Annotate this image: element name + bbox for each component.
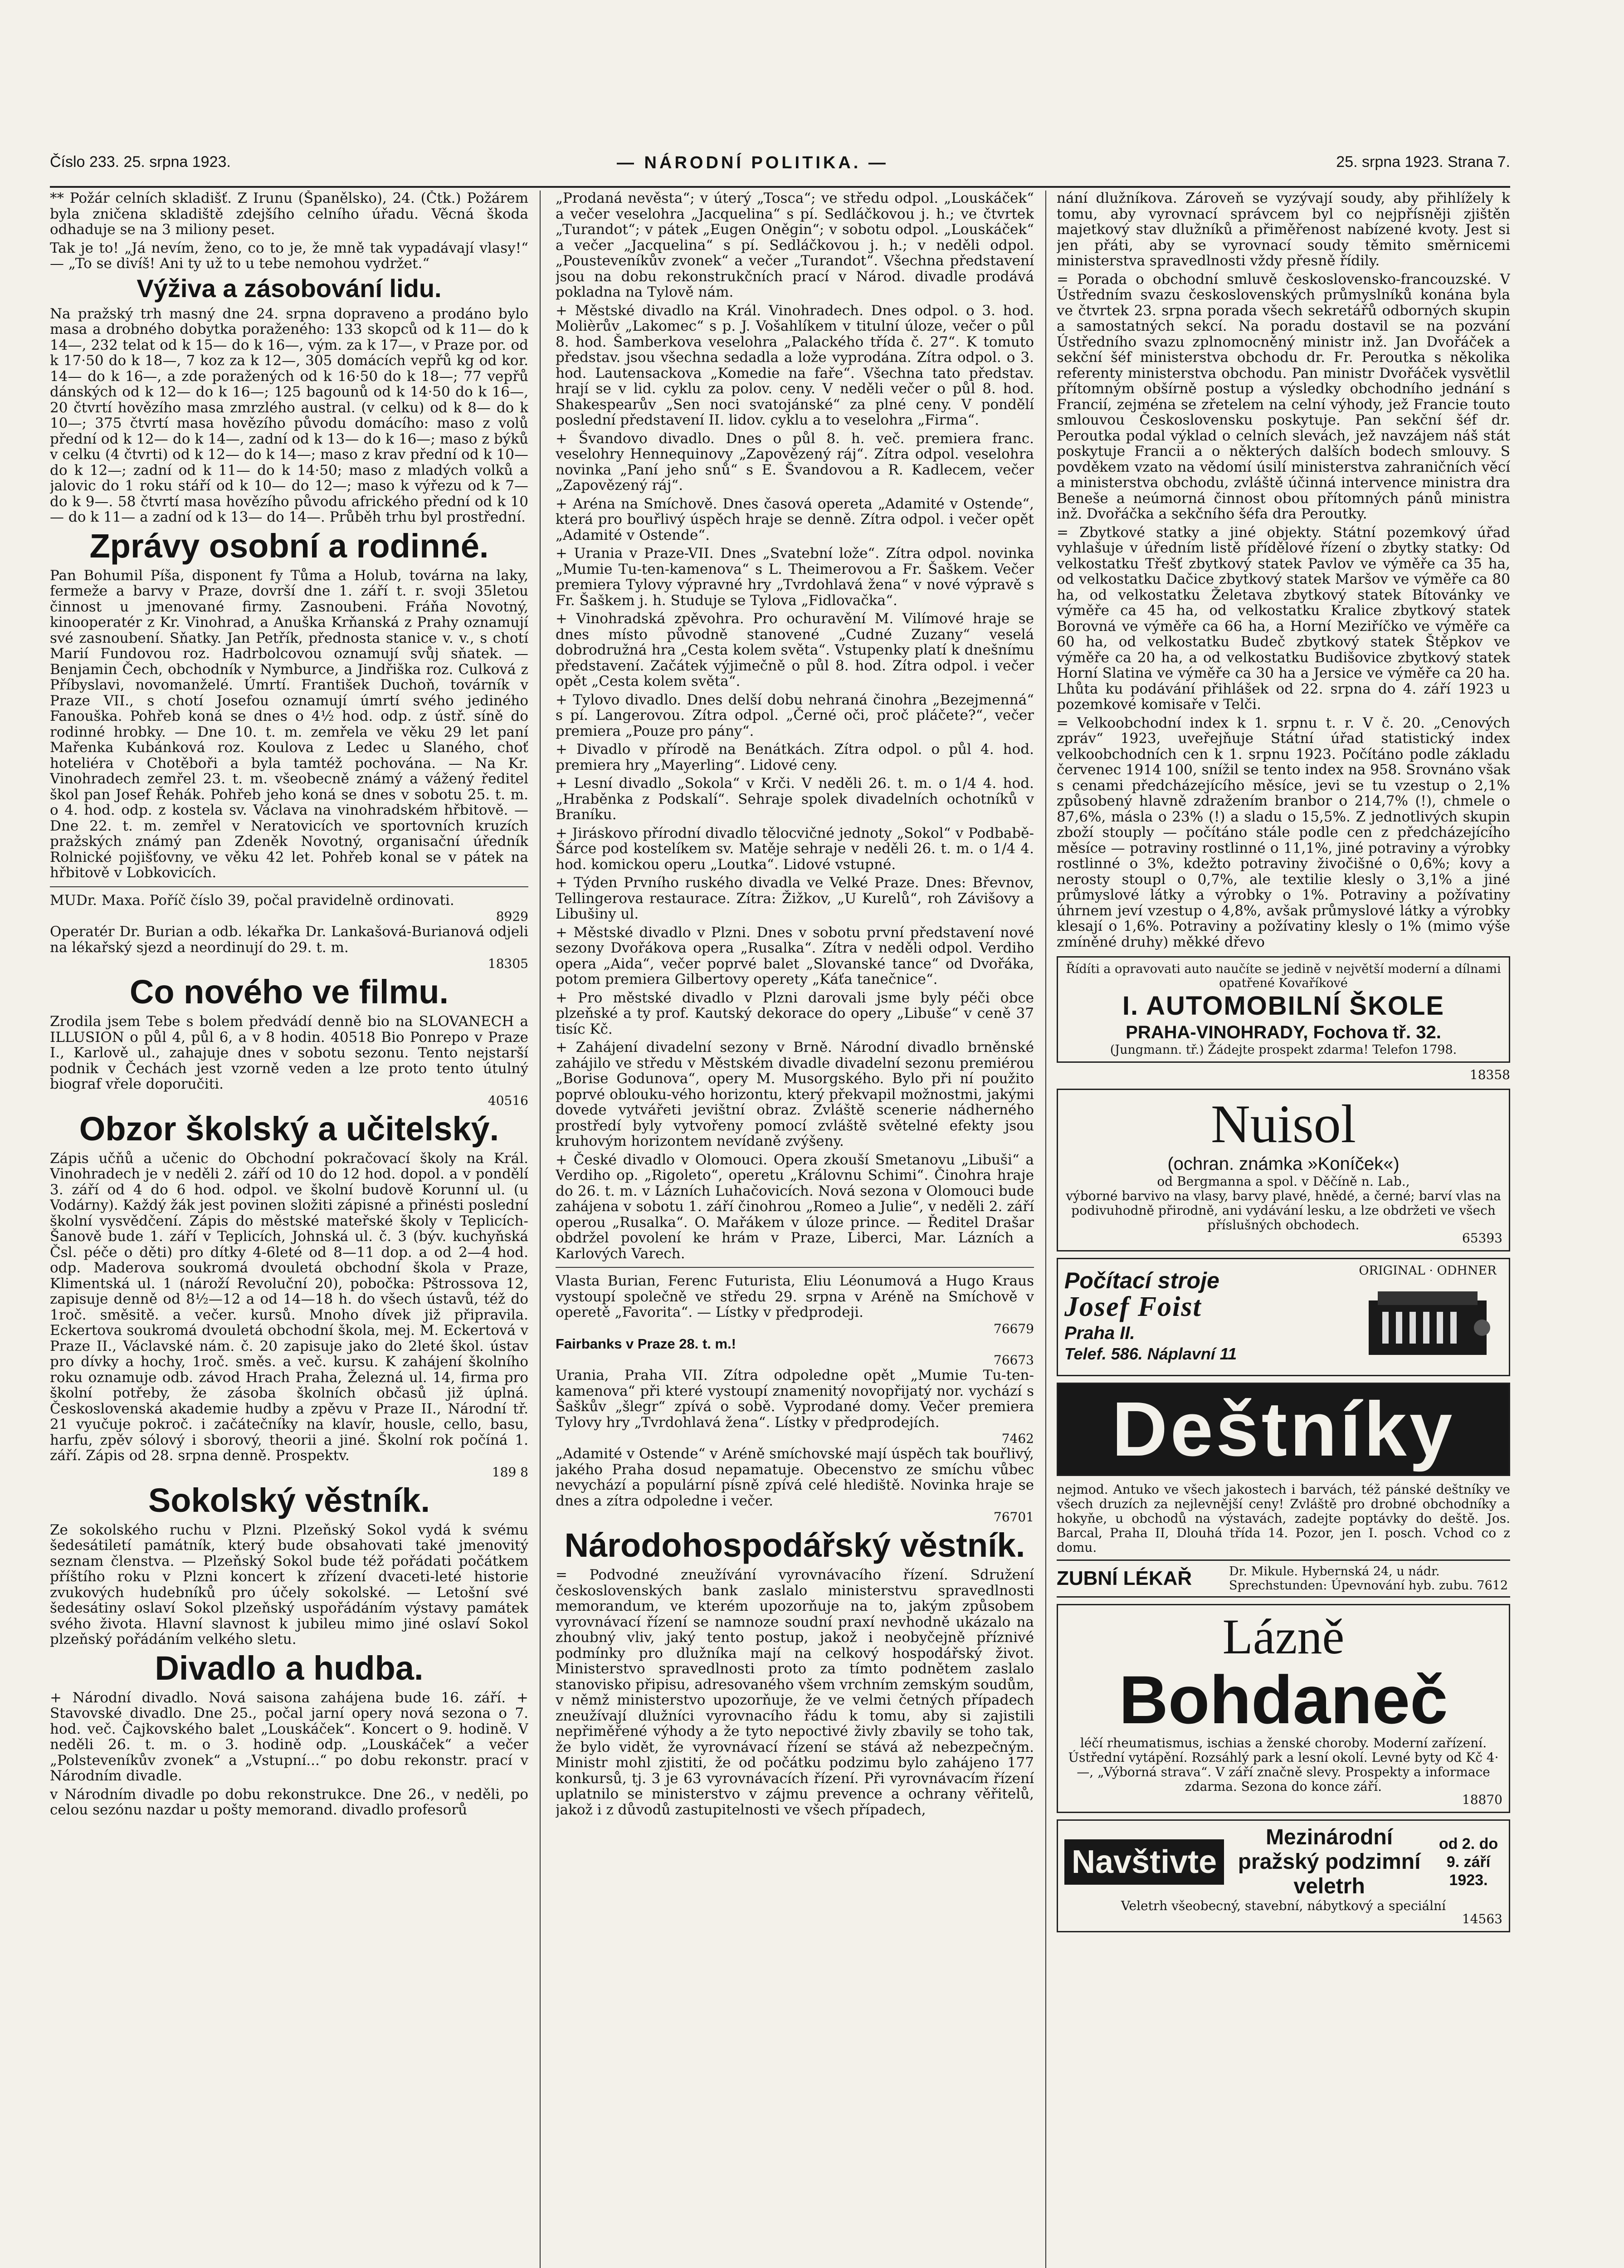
column-rule (1045, 191, 1046, 2268)
ad-number: 18870 (1462, 1792, 1502, 1807)
section-heading-theatre: Divadlo a hudba. (155, 1649, 424, 1687)
ad-veletrh-navstivte: Navštivte (1064, 1839, 1224, 1885)
article-economy: = Podvodné zneužívání vyrovnávacího řízení. Sdružení československých bank zaslalo ministerstvu spravedlnosti memorandum, ve kterém upozorňuje na to, jakým způsobem vyrovnávací řízení se namnoze soudní praxí nevhodně ukázalo na zhoubný vliv, jaký tento postup, jakož i neobyčejně příznivé podmínky pro dlužníka mají na celkový hospodářský život. Ministerstvo spravedlnosti proto za tímto podnětem zaslalo stanovisko připisu, adresovaného všem vrchním zemským soudům, v němž ministerstvo upozorňuje, že ve velmi četných případech zneužívají dlužníci vyrovnacího řádu k tomu, aby si zajistili nepřiměřené výhody a že tyto nepoctivé živly zbavily se toho tak, že bylo vidět, že vyrovnávací řízení se stává až nebezpečným. Ministr mohl zjistiti, že od počátku podzimu bylo zahájeno 177 konkursů, tj. 3 je 63 vyrovnávacích řízení. Při vyrovnávacím řízení uplatnilo se ministerstvo v zájmu prevence a ochrany věřitelů, jakož i z důvodů zastupitelnosti ve všech případech, (556, 1567, 1034, 1818)
notice-number: 18305 (488, 956, 528, 971)
section-heading-personal: Zprávy osobní a rodinné. (89, 527, 489, 565)
article-jirasek: + Jiráskovo přírodní divadlo tělocvičné jednoty „Sokol“ v Podbabě-Šárce pod kostelíkem sv. Matěje sehraje v neděli 26. t. m. o 1/4 4. hod. komickou operu „Loutka“. Lidové vstupné. (556, 825, 1034, 873)
ad-dentist-text: Dr. Mikule. Hybernská 24, u nádr. Sprechstunden: Úpevnování hyb. zubu. 7612 (1229, 1564, 1508, 1593)
ad-veletrh-date: od 2. do 9. září 1923. (1439, 1835, 1498, 1889)
article-brno: + Zahájení divadelní sezony v Brně. Národní divadlo brněnské zahájilo ve středu v Městském divadle divadelní sezonu premiérou „Borise Godunova“, opery M. Musorgského. Bylo při ní použito poprvé oblouku-vého horizontu, který překvapil možnostmi, jakými dovede vytvářeti jevištní obraz. Zvláště scenerie nádherného prostředí byly vytvořeny pomocí zvláště světelné efekty jsou kruhovým horizontem nevídaně zvýšeny. (556, 1039, 1034, 1149)
article-theatre-tail: v Národním divadle po dobu rekonstrukce. Dne 26., v neděli, po celou sezónu nazdar u pošty memorand. divadlo profesorů (50, 1786, 528, 1818)
ad-auto-name: I. AUTOMOBILNÍ ŠKOLE (1122, 991, 1445, 1021)
notice-number: 76679 (993, 1321, 1034, 1336)
article-svandovo: + Švandovo divadlo. Dnes o půl 8. h. več. premiera franc. veselohry Hennequinovy „Zapovězený ráj“. Zítra odpol. veselohra novinka „Paní jeho snů“ s E. Švandovou a R. Kadlecem, večer „Zapovězený ráj“. (556, 430, 1034, 494)
ad-auto-foot: (Jungmann. tř.) Žádejte prospekt zdarma! Telefon 1798. (1110, 1043, 1457, 1057)
ad-number: 65393 (1462, 1231, 1502, 1246)
article-smichov: + Aréna na Smíchově. Dnes časová opereta „Adamité v Ostende“, která pro bouřlivý úspěch hraje se denně. Zítra odpol. i večer opět „Adamité v Ostende“. (556, 495, 1034, 543)
article-economy-cont: nání dlužníkova. Zároveň se vyzývají soudy, aby přihlížely k tomu, aby vyrovnací správcem byl co nejpřísněji zjištěn majetkový stav dlužníků a přiměřenost nabízené kvoty. Jest si jen přáti, aby se vyrovnací soudy těmito směrnicemi ministerstva spravedlnosti vždy přesně řídily. (1057, 191, 1510, 269)
ad-nuisol-desc: výborné barvivo na vlasy, barvy plavé, hnědé, a černé; barví vlas na podivuhodně přirodně, ani vydávání lesku, a lze obdržeti ve všech příslušných obchodech. (1066, 1188, 1501, 1232)
header-masthead: — NÁRODNÍ POLITIKA. — (617, 153, 888, 172)
ad-bohdanec-name: Bohdaneč (1119, 1662, 1448, 1738)
article-vinohradska-zpevohra: + Vinohradská zpěvohra. Pro ochuravění M. Vilímové hraje se dnes místo původně stanovené „Cudné Zuzany“ veselá dobrodružná hra „Cesta kolem světa“. Vstupenky platí k dnešnímu představení. Začátek výjimečně o půl 8. hod. Zítra odpol. i večer opět „Cesta kolem světa“. (556, 611, 1034, 689)
ad-nuisol-mark: (ochran. známka »Koníček«) (1167, 1154, 1400, 1174)
article-market: Na pražský trh masný dne 24. srpna dopraveno a prodáno bylo masa a drobného dobytka poraženého: 133 skopců od k 11— do k 14—, 232 telat od k 15— do k 16—, vým. za k 17—, v Praze por. od k 17·50 do k 18—, 7 koz za k 12—, 305 domácích vepřů kg od kor. 14— do k 16—, a zde poražených od k 16·50 do k 18—; 77 vepřů dánských od k 12— do k 16—; 125 bagounů od k 14·50 do k 16—, 20 čtvrtí hovězího masa zmrzlého austral. (v celku) od k 8— do k 10—; 375 čtvrtí masa hovězího původu domácího: maso z volů přední od k 12— do k 14—, zadní od k 13— do k 16—; maso z býků v celku (4 čtvrti) od k 12— do k 14—; maso z krav přední od k 10— do k 12—; zadní od k 11— do k 14·50; maso z mladých volků a jalovic do 1 roku stáří od k 10— do 12—; maso k výřezu od k 7— do k 9—. 58 čtvrtí masa hovězího původu afrického přední od k 10— do k 11— a zadní od k 13— do 14—. Průběh trhu byl prostřední. (50, 305, 528, 525)
header-page: 25. srpna 1923. Strana 7. (1336, 153, 1510, 171)
article-film: Zrodila jsem Tebe s bolem předvádí denně bio na SLOVANECH a ILLUSION o půl 4, půl 6, a v 8 hodin. 40518 Bio Ponrepo v Praze I., Karlově ul., zahajuje dnes v sobotu sezonu. Tento nejstarší podnik v Čechách jest vzorně veden a lze proto tento útulný biograf vřele doporučiti. (50, 1013, 528, 1092)
article-sokol: Ze sokolského ruchu v Plzni. Plzeňský Sokol vydá k svému šedesátiletí památník, který bude obsahovati také jmenovitý seznam členstva. — Plzeňský Sokol bude též pořádati počátkem příštího roku v Plzni koncert k zřízení dvaceti-leté historie zvukových hudebníků pro účely sokolské. — Letošní své šedesátiny oslaví Sokol plzeňský uspořádáním výstavy památek svého života. Hlavní slavnost k jubileu mimo jiné oslaví Sokol plzeňský pořádáním velkého sletu. (50, 1521, 528, 1647)
notice-burian-arena: Vlasta Burian, Ferenc Futurista, Eliu Léonumová a Hugo Kraus vystoupí společně ve středu 29. srpna v Aréně na Smíchově v operetě „Favorita“. — Lístky v předprodeji. (556, 1273, 1034, 1320)
notice-adamite: „Adamité v Ostende“ v Aréně smíchovské mají úspěch tak bouřlivý, jakého Praha dosud nepamatuje. Obecenstvo ze smíchu vůbec nevychází a populární písně zpívá celé hlediště. Novinka hraje se dnes a zítra odpoledne i večer. (556, 1446, 1034, 1509)
column-rule (540, 191, 541, 2268)
ad-odhner-brand: ORIGINAL · ODHNER (1359, 1264, 1497, 1278)
section-heading-school: Obzor školský a učitelský. (79, 1110, 499, 1148)
article-theatre: + Národní divadlo. Nová saisona zahájena bude 16. září. + Stavovské divadlo. Dne 25., počal jarní opery nová sezona o 7. hod. več. Čajkovského balet „Louskáček“. Koncert o 9. hodině. V neděli 26. t. m. o 3. hodině odp. „Louskáček“ a večer „Polsteveníkův zvonek“ a „Vstupní...“ po dobu rekonstr. prací v Národním divadle. (50, 1689, 528, 1784)
article-fire: ** Požár celních skladišť. Z Irunu (Španělsko), 24. (Čtk.) Požárem byla zničena skladiště zdejšího celního úřadu. Věcná škoda odhaduje se na 3 miliony peset. (50, 191, 528, 238)
section-heading-sokol: Sokolský věstník. (148, 1481, 430, 1519)
ad-destniky-title: Deštníky (1112, 1386, 1455, 1472)
section-heading-film: Co nového ve filmu. (129, 973, 449, 1011)
notice-maxa: MUDr. Maxa. Poříč číslo 39, počal pravidelně ordinovati. (50, 892, 454, 909)
article-pmd: + Pro městské divadlo v Plzni darovali jsme byly péči obce plzeňské a ty prof. Kautský dekorace do opery „Libuše“ v ceně 37 tisíc Kč. (556, 989, 1034, 1037)
ad-destniky (1057, 1383, 1510, 1476)
article-index: = Velkoobchodní index k 1. srpnu t. r. V č. 20. „Cenových zpráv“ 1923, uveřejňuje Státní úřad statistický index velkoobchodních cen k 1. srpnu 1923. Počítáno podle základu červenec 1914 100, snížil se tento index na 958. Srovnáno však s cenami předcházejícího měsíce, jevi se tu vzestup o 2,1% způsobený hlavně zdražením branbor o 214,7% (!), chmele o 87,6%, másla o 23% (!) a sladu o 15,5%. Z jednotlivých skupin zboží stouply — počítáno stále podle cen z předcházejícího měsíce — potraviny rostlinné o 11,1%, jiné potraviny a výrobky rostlinné o 3%, kdežto potraviny živočišné o 0,6%; kovy a nerosty stoupl o 0,7%, ale textilie klesly o 3,1% a jiné průmyslové látky a výrobky o 1%. Potraviny a požívatiny úhrnem jeví vzestup o 4,8%, avšak průmyslové látky a výrobky klesají o 1,6%. Potraviny a požívatiny klesly o 1% (mimo výše zmíněné druhy) měkké dřevo (1057, 714, 1510, 950)
divider (50, 886, 528, 887)
ad-veletrh (1057, 1819, 1510, 1932)
divider (556, 1267, 1034, 1268)
notice-urania: Urania, Praha VII. Zítra odpoledne opět „Mumie Tu-ten-kamenova“ při které vystoupí znamenitý novopřijatý nor. vychází s Šaškův „šlegr“ zpívá o sobě. Vyprodané domy. Večer premiera Tylovy hry „Tvrdohlavá žena“. Lístky v předprodejích. (556, 1367, 1034, 1431)
ad-auto-school (1057, 956, 1510, 1063)
section-heading-food: Výživa a zásobování lidu. (137, 274, 442, 303)
article-personal: Pan Bohumil Píša, disponent fy Tůma a Holub, továrna na laky, fermeže a barvy v Praze, dovrší dne 1. září t. r. svoji 35letou činnost u jmenované firmy. Zasnoubeni. Fráňa Novotný, kinooperatér z Kr. Vinohrad, a Anuška Krňanská z Prahy oznamují své zasnoubení. Sňatky. Jan Petřík, přednosta stanice v. v., s chotí Marií Fundovou roz. Hadrbolcovou oznamují svůj sňatek. — Benjamin Čech, obchodník v Nymburce, a Jindřiška roz. Culková z Příbyslavi, novomanželé. Úmrtí. František Duchoň, továrník v Praze VII., s chotí Josefou oznamují úmrtí svého jediného Fanouška. Pohřeb koná se dnes o 4½ hod. odp. z ústř. síně do rodinné hrobky. — Dne 10. t. m. zemřela ve věku 29 let paní Mařenka Kubánková roz. Koulova z Ledec u Slaného, choť hoteliéra v Chotěboři a byla tamtéž pochována. — Na Kr. Vinohradech zemřel 23. t. m. všeobecně známý a vážený ředitel škol pan Josef Řehák. Pohřeb jeho koná se dnes v sobotu 25. t. m. o 4. hod. odp. z kostela sv. Václava na vinohradském hřbitově. — Dne 22. t. m. zemřel v Neratovicích ve sportovních kruzích pražských známý pan Zdeněk Novotný, organisační úředník Rolnické pojišťovny, ve věku 42 let. Pohřeb konal se v pátek na hřbitově v Lobkovicích. (50, 567, 528, 881)
notice-burian: Operatér Dr. Burian a odb. lékařka Dr. Lankašová-Burianová odjeli na lékařský sjezd a neordinují do 29. t. m. (50, 924, 528, 956)
article-tylovo: + Tylovo divadlo. Dnes delší dobu nehraná činohra „Bezejmenná“ s pí. Langerovou. Zítra odpol. „Černé oči, proč pláčete?“, večer premiera „Pouze pro pány“. (556, 691, 1034, 739)
ad-foist-name: Josef Foist (1064, 1291, 1202, 1322)
ad-dentist-label: ZUBNÍ LÉKAŘ (1057, 1567, 1192, 1589)
notice-number: 8929 (496, 909, 528, 924)
ad-auto-top: Řídíti a opravovati auto naučíte se jedině v největší moderní a dílnami opatřené Kovaříkové (1066, 962, 1501, 990)
ad-foist-phone: Telef. 586. Náplavní 11 (1064, 1344, 1237, 1363)
header-issue: Číslo 233. 25. srpna 1923. (50, 153, 231, 171)
ad-number: 14563 (1462, 1911, 1502, 1926)
ad-foist (1057, 1258, 1510, 1376)
ad-nuisol-by: od Bergmanna a spol. v Děčíně n. Lab., (1157, 1174, 1410, 1189)
ad-bohdanec (1057, 1604, 1510, 1813)
ad-foist-city: Praha II. (1064, 1323, 1135, 1343)
ad-nuisol (1057, 1089, 1510, 1251)
article-urania: + Urania v Praze-VII. Dnes „Svatební lože“. Zítra odpol. novinka „Mumie Tu-ten-kamenova“ s L. Theimerovou a Fr. Šaškem. Večer premiera Tylovy výpravné hry „Tvrdohlavá žena“ v nové výpravě s Fr. Šaškem j. h. Studuje se Tylova „Fidlovačka“. (556, 545, 1034, 609)
ad-auto-addr: PRAHA-VINOHRADY, Fochova tř. 32. (1126, 1022, 1441, 1042)
column-2 (556, 191, 1034, 2268)
article-school: Zápis učňů a učenic do Obchodní pokračovací školy na Král. Vinohradech je v neděli 2. září od 10 do 12 hod. dopol. a v pondělí 3. září od 4 do 6 hod. odpol. ve školní budově Korunní ul. (u Vodárny). Každý žák jest povinen složiti zápisné a přinésti poslední školní vysvědčení. Zápis do městské mateřské školy v Teplicích-Šanově bude 1. září v Teplicích, Johnská ul. č. 3 (býv. kuchyňská Čsl. péče o děti) pro dítky 4-6leté od 8—11 dop. a od 2—4 hod. odp. Maderova soukromá dvouletá obchodní škola v Praze, Klimentská ul. 1 (nároží Revoluční 20), pobočka: Pštrossova 12, zapisuje denně od 8½—12 a od 14—18 h. do všech ústavů, též do 1roč. směsitě. a večer. kursů. Mnoho dívek již připravila. Eckertova soukromá dvouletá obchodní škola, mej. M. Eckertová v Praze II., Václavské nám. č. 20 zapisuje jako do 2leté škol. ústav pro dívky a hochy, 1roč. směs. a več. kursu. K zahájení školního roku oznamuje odb. závod Hrach Praha, Železná ul. 14, firma pro školní potřeby, že zásoba školních občasů již úplná. Československá akademie hudby a zpěvu v Praze II., Národní tř. 21 vyučuje pokroč. i začátečníky na klavír, housle, cello, basu, harfu, zpěv sólový i sborový, theorii a jiné. Školní rok počíná 1. září. Zápis od 28. srpna denně. Prospektv. (50, 1150, 528, 1464)
ad-number: 18358 (1469, 1067, 1510, 1082)
column-1 (50, 191, 528, 2268)
ad-destniky-text: nejmod. Antuko ve všech jakostech i barvách, též pánské deštníky ve všech druzích za nejlevnější ceny! Zvláště pro drobné obchodníky a hokyňe, u obchodů na výstavách, zadejte poptávky do deště. Jos. Barcal, Praha II, Dlouhá třída 14. Pozor, jen I. posch. Vchod co z domu. (1057, 1482, 1510, 1555)
ad-foist-title: Počítací stroje (1064, 1267, 1219, 1293)
notice-number: 40516 (488, 1093, 528, 1108)
article-benatky: + Divadlo v přírodě na Benátkách. Zítra odpol. o půl 4. hod. premiera hry „Mayerling“. Lidové ceny. (556, 741, 1034, 773)
ad-bohdanec-lazne: Lázně (1222, 1609, 1345, 1664)
article-porada: = Porada o obchodní smluvě československo-francouzské. V Ústředním svazu československých průmyslníků konána byla ve čtvrtek 23. srpna porada všech sekretářů odborných skupin a samostatných sekcí. Na poradu dostavil se na pozvání Ústředního svazu zplnomocněný ministr inž. Jan Dvořáček a sekční šéf ministerstva obchodu dr. Fr. Peroutka s několika referenty ministerstva obchodu. Pan ministr Dvořáček vysvětlil přítomným obšírně postup a výsledky obchodního jednání s Francií, zejména se zřetelem na celní výhody, jež Francie touto smlouvou Československu poskytuje. Pan sekční šéf dr. Peroutka podal výklad o celních slevách, jež navzájem náš stát poskytuje Francii a o některých dalších bodech smlouvy. S povděkem vzato na vědomí úsilí ministerstva zahraničních věcí a ministerstva obchodu, zvláště účinná intervence ministra dra Beneše a neúmorná činnost obou přítomných pánů ministra inž. Dvořáčka a sekčního šéfa dra Peroutky. (1057, 271, 1510, 522)
article-theatre-program: „Prodaná nevěsta“; v úterý „Tosca“; ve středu odpol. „Louskáček“ a večer veselohra „Jacquelina“ s pí. Sedláčkovou j. h.; ve čtvrtek „Turandot“; v pátek „Eugen Oněgin“; v sobotu odpol. „Louskáček“ a večer „Jacquelina“ s pí. Sedláčkovou j. h.; v neděli odpol. „Pousteveníkův zvonek“ a večer „Turandot“. Všechna představení jsou na dobu rekonstrukčních prací v Národ. divadle prodává pokladna na Tylově nám. (556, 191, 1034, 300)
notice-number: 7462 (1001, 1431, 1034, 1446)
ad-dentist (1057, 1559, 1510, 1598)
ad-bohdanec-text: léčí rheumatismus, ischias a ženské choroby. Moderní zařízení. Ústřední vytápění. Rozsáhlý park a lesní okolí. Levné byty od Kč 4·—, „Výborná strava“. V září značně slevy. Prospekty a informace zdarma. Sezona do konce září. (1068, 1735, 1499, 1794)
article-vinohrady: + Městské divadlo na Král. Vinohradech. Dnes odpol. o 3. hod. Molièrův „Lakomec“ s p. J. Vošahlíkem v titulní úloze, večer o půl 8. hod. Šamberkova veselohra „Palackého třída č. 27“. K tomuto představ. jsou všechna sedadla a lože vyprodána. Zítra odpol. o 3. hod. Lautensackova „Komedie na faře“. Všechna tato představ. hrají se v lid. cyklu za polov. ceny. V neděli večer o půl 8. hod. Shakespearův „Sen noci svatojánské“ za plné ceny. V pondělí poslední představení II. lidov. cyklu a to veselohra „Firma“. (556, 302, 1034, 428)
column-3 (1057, 191, 1510, 2268)
notice-fairbanks: Fairbanks v Praze 28. t. m.! (556, 1335, 736, 1352)
article-joke: Tak je to! „Já nevím, ženo, co to je, že mně tak vypadávají vlasy!“ — „To se divíš! Ani ty už to u tebe nemohou vydržet.“ (50, 240, 528, 272)
calculator-icon (1360, 1278, 1496, 1369)
article-olomouc: + České divadlo v Olomouci. Opera zkouší Smetanovu „Libuši“ a Verdiho op. „Rigoleto“, operetu „Královnu Schimi“. Činohra hraje do 26. t. m. v Lázních Luhačovicích. Nová sezona v Olomouci bude zahájena v sobotu 1. září činohrou „Romeo a Julie“, v neděli 2. září operou „Rusalka“. O. Mařákem v úloze prince. — Ředitel Drašar obdržel povolení ke hrám v Praze, Liberci, Mar. Lázních a Karlových Varech. (556, 1151, 1034, 1262)
article-tyden: + Týden Prvního ruského divadla ve Velké Praze. Dnes: Břevnov, Tellingerova restaurace. Zítra: Žižkov, „U Kurelů“, roh Závišovy a Libušiny ul. (556, 875, 1034, 922)
notice-number: 189 8 (492, 1464, 528, 1480)
ad-veletrh-text: Veletrh všeobecný, stavební, nábytkový a speciální (1121, 1898, 1446, 1913)
ad-veletrh-title: Mezinárodní pražský podzimní veletrh (1238, 1825, 1421, 1898)
notice-number: 76673 (993, 1353, 1034, 1368)
article-krc: + Lesní divadlo „Sokola“ v Krči. V neděli 26. t. m. o 1/4 4. hod. „Hraběnka z Podskalí“. Sehraje spolek divadelních ochotníků v Braníku. (556, 775, 1034, 823)
article-statky: = Zbytkové statky a jiné objekty. Státní pozemkový úřad vyhlašuje v úředním listě přídělové řízení o zbytky statky: Od velkostatku Třešť zbytkový statek Pavlov ve výměře ca 35 ha, od velkostatku Dačice zbytkový statek Maršov ve výměře ca 80 ha, od velkostatku Želetava zbytkový statek Bítovánky ve výměře ca 45 ha, od velkostatku Kralice zbytkový statek Borovná ve výměře ca 66 ha, a Horní Meziříčko ve výměře ca 60 ha, od velkostatku Budeč zbytkový statek Štěpkov ve výměře ca 20 ha, a od velkostatku Budišovice zbytkový statek Horní Slatina ve výměře ca 30 ha a Jersice ve výměře ca 20 ha. Lhůta ku podávání přihlášek od 22. srpna do 4. září 1923 u pozemkové komisaře v Telči. (1057, 524, 1510, 713)
page-header (50, 150, 1510, 188)
notice-number: 76701 (993, 1510, 1034, 1525)
section-heading-economy: Národohospodářský věstník. (564, 1526, 1025, 1564)
article-plzen: + Městské divadlo v Plzni. Dnes v sobotu první představení nové sezony Dvořákova opera „Rusalka“. Zítra v neděli odpol. Verdiho opera „Aida“, večer poprvé balet „Slovanské tance“ od Dvořáka, potom premiera Gilbertovy operety „Káťa tanečnice“. (556, 924, 1034, 987)
ad-nuisol-name: Nuisol (1210, 1094, 1356, 1154)
